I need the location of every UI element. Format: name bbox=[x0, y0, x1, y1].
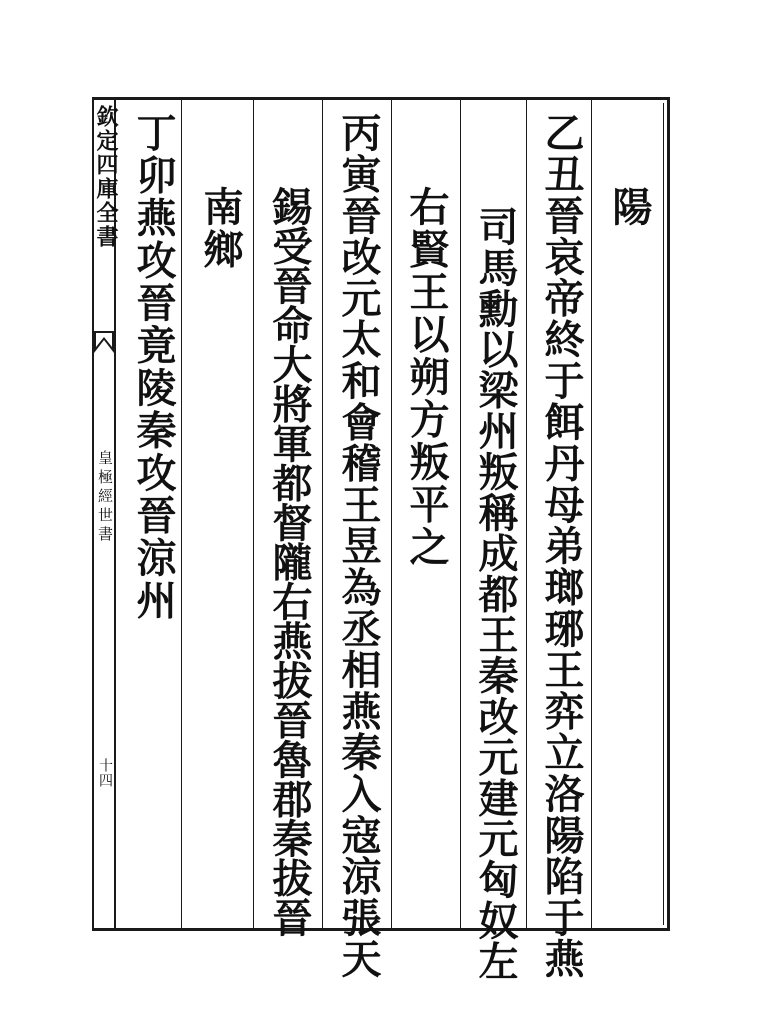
chapter-title: 皇極經世書 bbox=[96, 450, 114, 545]
text-column: 乙丑晉哀帝終于餌丹母弟瑯琊王弈立洛陽陷于燕 bbox=[538, 112, 585, 980]
column-rule bbox=[391, 100, 392, 928]
column-rule bbox=[460, 100, 461, 928]
book-title: 欽定四庫全書 bbox=[93, 105, 119, 249]
text-column: 錫受晉命大將軍都督隴右燕拔晉魯郡秦拔晉 bbox=[266, 186, 313, 937]
column-rule bbox=[253, 100, 254, 928]
text-column: 丙寅晉改元太和會稽王昱為丞相燕秦入寇涼張天 bbox=[335, 112, 382, 980]
column-rule bbox=[322, 100, 323, 928]
text-column: 南鄉 bbox=[197, 186, 244, 271]
fish-tail-ornament bbox=[93, 330, 115, 354]
text-column: 陽 bbox=[606, 186, 653, 229]
page-number: 十四 bbox=[97, 758, 113, 788]
text-column: 右賢王以朔方叛平之 bbox=[403, 186, 450, 569]
column-rule bbox=[181, 100, 182, 928]
text-column: 司馬勳以梁州叛稱成都王秦改元建元匈奴左 bbox=[472, 206, 519, 982]
text-column: 丁卯燕攻晉竟陵秦攻晉涼州 bbox=[130, 112, 177, 622]
column-rule bbox=[591, 100, 592, 928]
column-rule bbox=[526, 100, 527, 928]
